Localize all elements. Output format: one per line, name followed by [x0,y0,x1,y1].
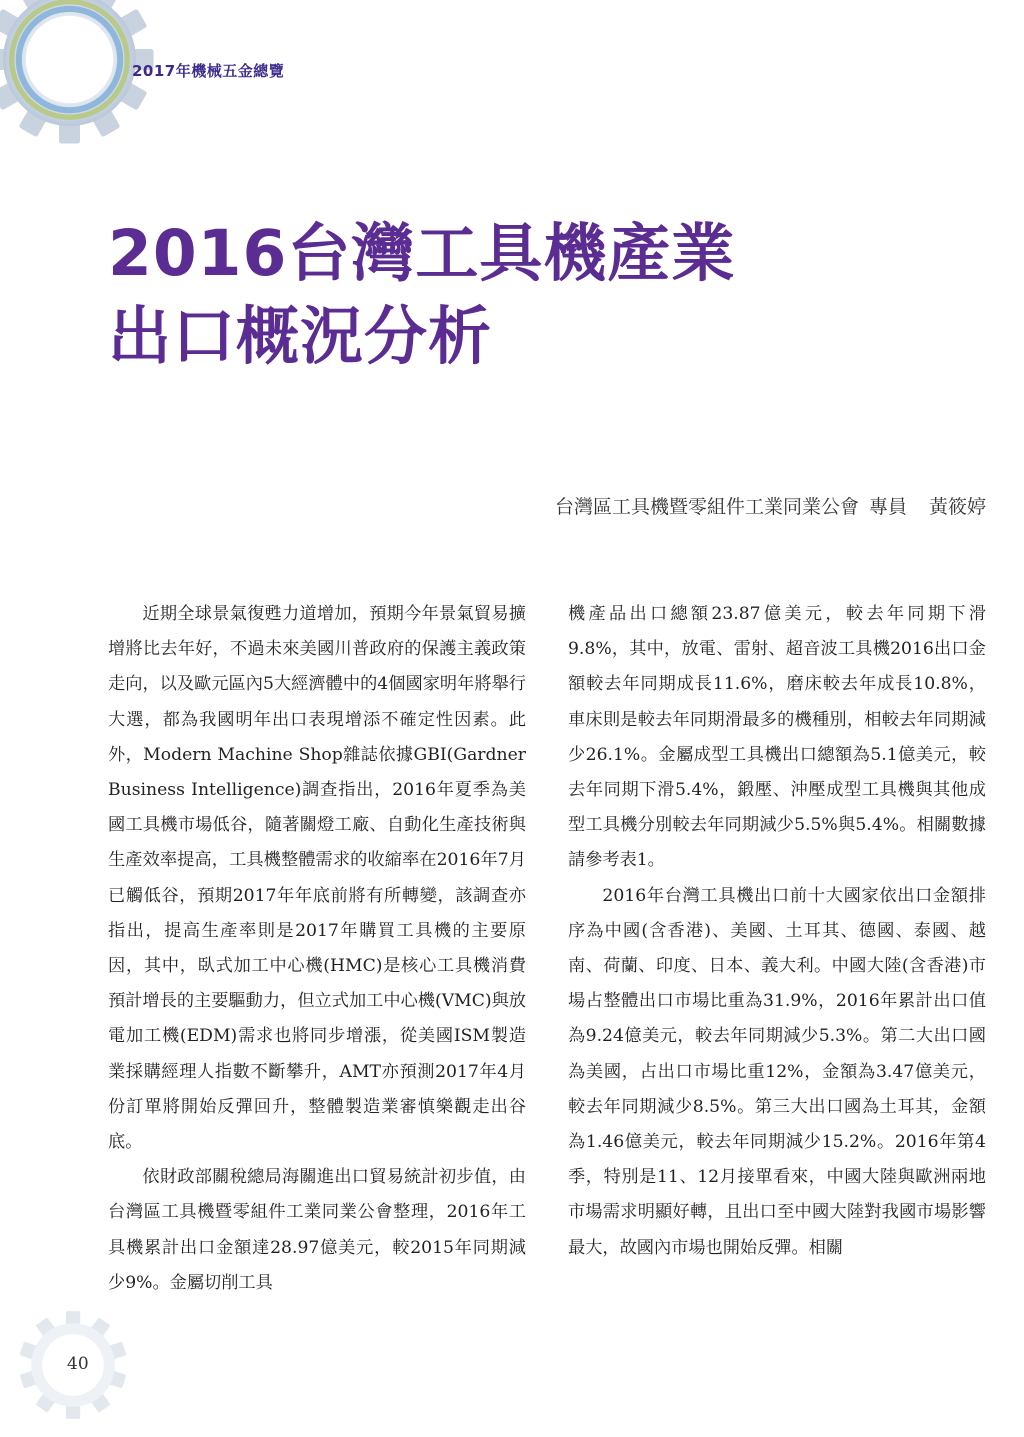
article-title-line-1: 2016台灣工具機產業 [108,217,736,290]
byline-role: 專員 [868,496,907,518]
byline-organization: 台灣區工具機暨零組件工業同業公會 [554,496,859,518]
body-column-right [568,597,986,1266]
page-number: 40 [67,1354,89,1374]
byline [555,492,986,519]
byline-author: 黃筱婷 [928,496,986,518]
body-column-left [108,597,526,1301]
article-title [108,212,735,378]
paragraph: 2016年台灣工具機出口前十大國家依出口金額排序為中國(含香港)、美國、土耳其、德國、泰國、越南、荷蘭、印度、日本、義大利。中國大陸(含香港)市場占整體出口市場比重為31.9%，2016年累計出口值為9.24億美元，較去年同期減少5.3%。第二大出口國為美國，占出口市場比重12%，金額為3.47億美元，較去年同期減少8.5%。第三大出口國為土耳其，金額為1.46億美元，較去年同期減少15.2%。2016年第4季，特別是11、12月接單看來，中國大陸與歐洲兩地市場需求明顯好轉，且出口至中國大陸對我國市場影響最大，故國內市場也開始反彈。相關 [568,885,986,1258]
publication-header: 2017年機械五金總覽 [132,62,285,80]
paragraph: 機產品出口總額23.87億美元，較去年同期下滑9.8%，其中，放電、雷射、超音波工具機2016出口金額較去年同期成長11.6%，磨床較去年成長10.8%，車床則是較去年同期滑最多的機種別，相較去年同期減少26.1%。金屬成型工具機出口總額為5.1億美元，較去年同期下滑5.4%，鍛壓、沖壓成型工具機與其他成型工具機分別較去年同期減少5.5%與5.4%。相關數據請參考表1。 [568,604,986,871]
article-title-line-2: 出口概況分析 [108,300,492,373]
paragraph: 依財政部關稅總局海關進出口貿易統計初步值，由台灣區工具機暨零組件工業同業公會整理，2016年工具機累計出口金額達28.97億美元，較2015年同期減少9%。金屬切削工具 [108,1167,526,1293]
paragraph: 近期全球景氣復甦力道增加，預期今年景氣貿易擴增將比去年好，不過未來美國川普政府的保護主義政策走向，以及歐元區內5大經濟體中的4個國家明年將舉行大選，都為我國明年出口表現增添不確定性因素。此外，Modern Machine Shop雜誌依據GBI(Gardner Business Intelligence)調查指出，2016年夏季為美國工具機市場低谷，隨著關燈工廠、自動化生產技術與生產效率提高，工具機整體需求的收縮率在2016年7月已觸低谷，預期2017年年底前將有所轉變，該調查亦指出，提高生產率則是2017年購買工具機的主要原因，其中，臥式加工中心機(HMC)是核心工具機消費預計增長的主要驅動力，但立式加工中心機(VMC)與放電加工機(EDM)需求也將同步增漲，從美國ISM製造業採購經理人指數不斷攀升，AMT亦預測2017年4月份訂單將開始反彈回升，整體製造業審慎樂觀走出谷底。 [108,604,526,1153]
